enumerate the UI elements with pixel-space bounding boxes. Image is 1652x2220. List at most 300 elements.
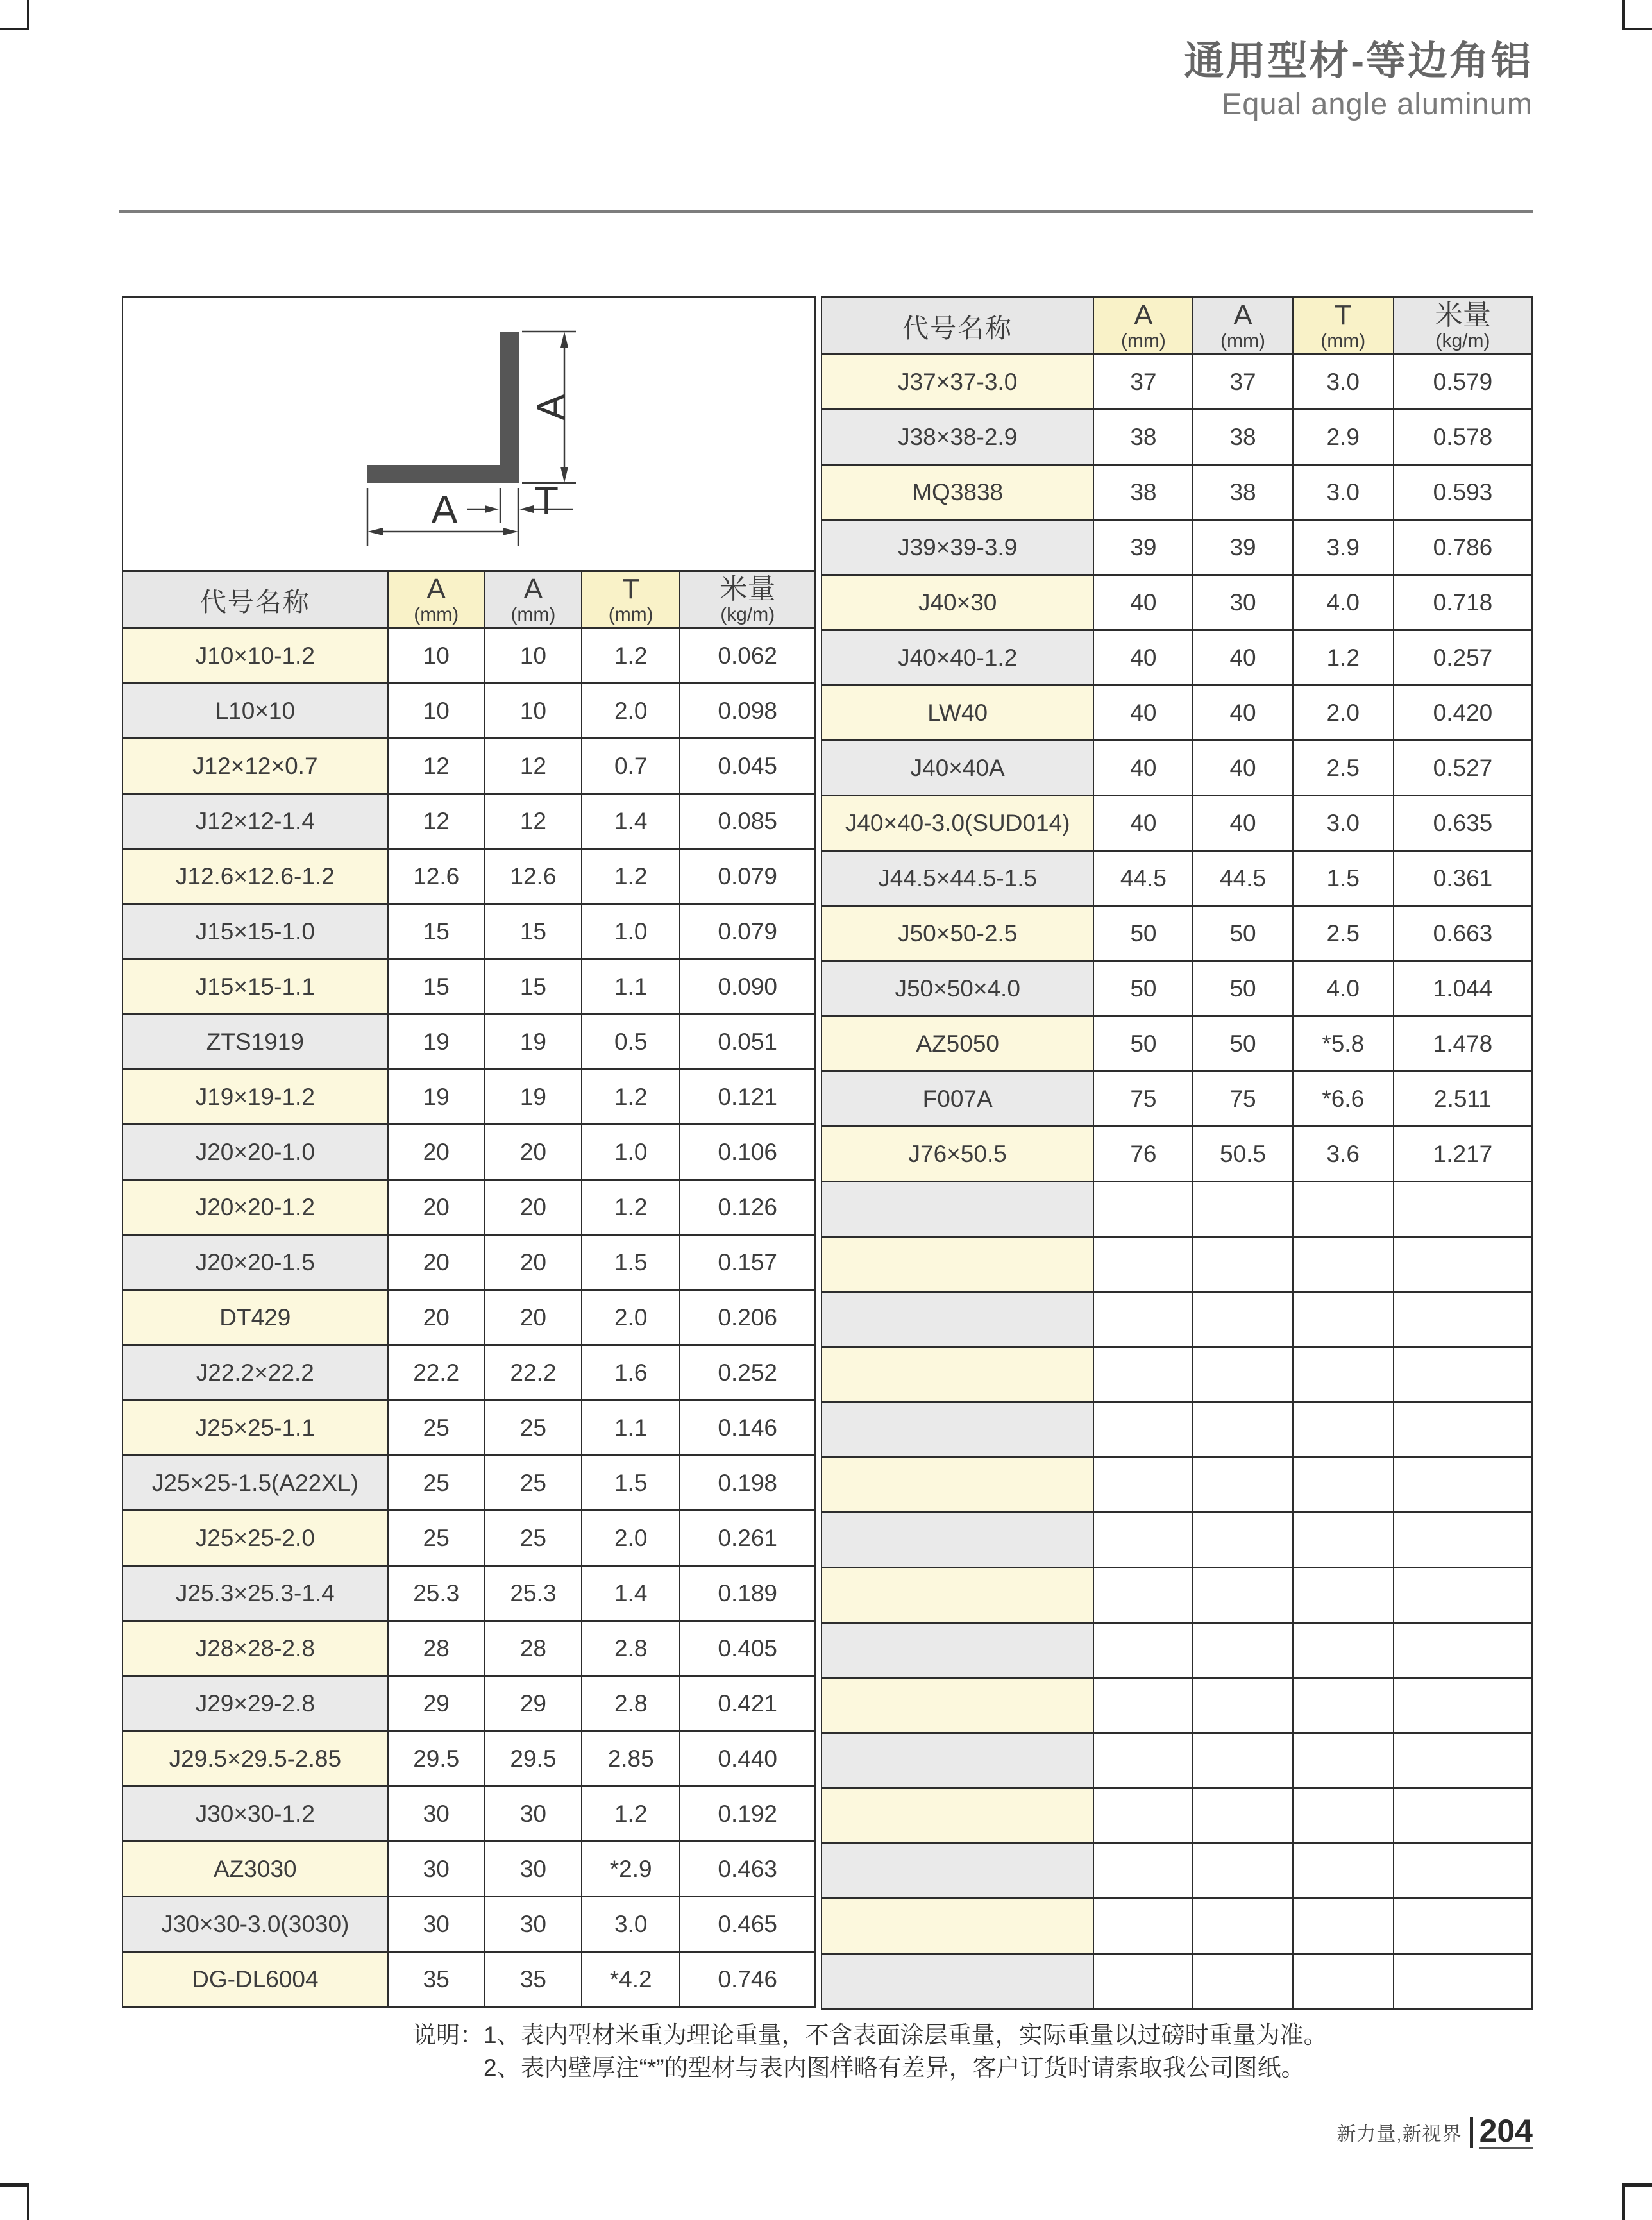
table-row <box>822 1733 1532 1788</box>
value-cell: 40 <box>1193 685 1292 741</box>
profile-code-cell <box>822 1568 1093 1623</box>
value-cell <box>1394 1568 1532 1623</box>
profile-code-cell: J50×50×4.0 <box>822 961 1093 1016</box>
value-cell: 12 <box>485 794 582 849</box>
note-line-1: 1、表内型材米重为理论重量，不含表面涂层重量，实际重量以过磅时重量为准。 <box>484 2022 1328 2048</box>
value-cell: 0.090 <box>680 959 815 1014</box>
value-cell: 4.0 <box>1293 961 1394 1016</box>
value-cell <box>1293 1568 1394 1623</box>
table-row <box>122 1621 815 1676</box>
value-cell: 1.2 <box>582 849 680 904</box>
profile-code-cell: J40×30 <box>822 575 1093 630</box>
table-row <box>822 1016 1532 1072</box>
value-cell: 3.0 <box>1293 465 1394 520</box>
note-line-2: 2、表内壁厚注“*”的型材与表内图样略有差异，客户订货时请索取我公司图纸。 <box>484 2055 1305 2081</box>
value-cell <box>1394 1237 1532 1292</box>
value-cell: 0.405 <box>680 1621 815 1676</box>
value-cell: 2.5 <box>1293 741 1394 796</box>
value-cell <box>1293 1402 1394 1458</box>
title-block <box>1184 40 1533 121</box>
profile-diagram <box>122 296 816 571</box>
profile-code-cell: J40×40-1.2 <box>822 630 1093 685</box>
value-cell <box>1193 1788 1292 1844</box>
profile-code-cell: AZ3030 <box>122 1842 388 1897</box>
value-cell <box>1093 1954 1193 2009</box>
value-cell: 35 <box>485 1952 582 2007</box>
value-cell: 0.192 <box>680 1787 815 1842</box>
value-cell: 0.663 <box>1394 906 1532 961</box>
value-cell: 40 <box>1193 630 1292 685</box>
column-header-name: 代号名称 <box>822 298 1093 355</box>
value-cell: 30 <box>485 1842 582 1897</box>
profile-code-cell <box>822 1733 1093 1788</box>
dimension-label-t: T <box>534 479 559 523</box>
table-row <box>122 1842 815 1897</box>
value-cell: 0.189 <box>680 1566 815 1621</box>
value-cell <box>1394 1788 1532 1844</box>
table-row <box>822 851 1532 906</box>
value-cell: 0.5 <box>582 1014 680 1070</box>
value-cell: 76 <box>1093 1127 1193 1182</box>
value-cell: 28 <box>485 1621 582 1676</box>
profile-code-cell: J76×50.5 <box>822 1127 1093 1182</box>
angle-profile-shape <box>367 332 519 483</box>
value-cell: 1.2 <box>1293 630 1394 685</box>
page-footer <box>1336 2115 1533 2149</box>
value-cell: 1.044 <box>1394 961 1532 1016</box>
value-cell: 0.361 <box>1394 851 1532 906</box>
value-cell: 15 <box>485 959 582 1014</box>
table-row <box>122 1400 815 1456</box>
column-header-4: 米量 (kg/m) <box>1394 298 1532 355</box>
value-cell: 0.465 <box>680 1897 815 1952</box>
table-row <box>822 685 1532 741</box>
profile-code-cell: J39×39-3.9 <box>822 520 1093 575</box>
value-cell: 1.1 <box>582 1400 680 1456</box>
table-row <box>122 1511 815 1566</box>
page-title: 通用型材-等边角铝 <box>1184 39 1533 83</box>
profile-code-cell <box>822 1788 1093 1844</box>
value-cell: 30 <box>388 1842 485 1897</box>
value-cell: 29.5 <box>388 1731 485 1787</box>
table-row <box>822 1292 1532 1347</box>
dimension-label-a-horizontal: A <box>431 488 458 532</box>
value-cell <box>1093 1458 1193 1513</box>
column-header-1: A (mm) <box>1093 298 1193 355</box>
profile-code-cell: J50×50-2.5 <box>822 906 1093 961</box>
footer-divider-bar <box>1470 2117 1473 2148</box>
crop-mark-bottom-left <box>0 2183 30 2220</box>
value-cell: 12 <box>388 739 485 794</box>
column-header-3: T (mm) <box>1293 298 1394 355</box>
value-cell: 37 <box>1193 355 1292 410</box>
value-cell: 1.2 <box>582 1787 680 1842</box>
table-row <box>822 630 1532 685</box>
footer-slogan: 新力量,新视界 <box>1336 2123 1462 2145</box>
value-cell <box>1394 1513 1532 1568</box>
table-row <box>122 904 815 959</box>
value-cell: 29 <box>388 1676 485 1731</box>
value-cell: 1.4 <box>582 1566 680 1621</box>
value-cell: 20 <box>388 1235 485 1290</box>
profile-code-cell: J29×29-2.8 <box>122 1676 388 1731</box>
value-cell: 20 <box>485 1290 582 1345</box>
profile-code-cell: J20×20-1.5 <box>122 1235 388 1290</box>
column-header-name: 代号名称 <box>122 571 388 628</box>
profile-code-cell <box>822 1347 1093 1402</box>
value-cell: 30 <box>485 1897 582 1952</box>
value-cell: 30 <box>485 1787 582 1842</box>
value-cell <box>1394 1458 1532 1513</box>
table-row <box>822 465 1532 520</box>
table-row <box>822 796 1532 851</box>
profile-code-cell: J38×38-2.9 <box>822 410 1093 465</box>
value-cell: 25 <box>485 1400 582 1456</box>
table-row <box>822 1402 1532 1458</box>
value-cell: 0.578 <box>1394 410 1532 465</box>
column-header-4: 米量 (kg/m) <box>680 571 815 628</box>
value-cell <box>1293 1954 1394 2009</box>
profile-code-cell: J44.5×44.5-1.5 <box>822 851 1093 906</box>
value-cell: 1.2 <box>582 628 680 684</box>
dimension-label-a-vertical: A <box>529 394 574 421</box>
value-cell: 0.527 <box>1394 741 1532 796</box>
profile-code-cell: J22.2×22.2 <box>122 1345 388 1400</box>
value-cell: 40 <box>1093 796 1193 851</box>
notes <box>412 2019 1328 2084</box>
value-cell: 75 <box>1193 1072 1292 1127</box>
profile-code-cell: J30×30-1.2 <box>122 1787 388 1842</box>
value-cell: 0.062 <box>680 628 815 684</box>
value-cell: 3.0 <box>582 1897 680 1952</box>
profile-code-cell <box>822 1844 1093 1899</box>
profile-code-cell <box>822 1402 1093 1458</box>
table-row <box>822 1347 1532 1402</box>
value-cell <box>1293 1347 1394 1402</box>
table-row <box>822 1182 1532 1237</box>
spec-table-left <box>122 570 816 2008</box>
profile-code-cell: F007A <box>822 1072 1093 1127</box>
table-row <box>822 1127 1532 1182</box>
value-cell <box>1394 1899 1532 1954</box>
profile-code-cell: J15×15-1.0 <box>122 904 388 959</box>
value-cell <box>1394 1623 1532 1678</box>
profile-code-cell <box>822 1458 1093 1513</box>
notes-label: 说明： <box>412 2022 484 2048</box>
value-cell: 20 <box>485 1235 582 1290</box>
value-cell <box>1093 1347 1193 1402</box>
table-row <box>122 1566 815 1621</box>
value-cell: 19 <box>485 1070 582 1125</box>
profile-code-cell: AZ5050 <box>822 1016 1093 1072</box>
value-cell <box>1293 1733 1394 1788</box>
value-cell: 2.0 <box>582 1290 680 1345</box>
angle-profile-drawing <box>123 298 814 570</box>
value-cell: 2.8 <box>582 1621 680 1676</box>
value-cell: 29 <box>485 1676 582 1731</box>
value-cell: 50 <box>1093 906 1193 961</box>
value-cell: 22.2 <box>485 1345 582 1400</box>
value-cell: *6.6 <box>1293 1072 1394 1127</box>
crop-mark-top-right <box>1622 0 1652 30</box>
profile-code-cell: J25.3×25.3-1.4 <box>122 1566 388 1621</box>
profile-code-cell: J25×25-2.0 <box>122 1511 388 1566</box>
value-cell: 0.051 <box>680 1014 815 1070</box>
value-cell <box>1093 1292 1193 1347</box>
value-cell: 39 <box>1093 520 1193 575</box>
profile-code-cell: J20×20-1.0 <box>122 1125 388 1180</box>
profile-code-cell: J40×40A <box>822 741 1093 796</box>
value-cell: 20 <box>388 1125 485 1180</box>
table-row <box>822 1513 1532 1568</box>
profile-code-cell: J29.5×29.5-2.85 <box>122 1731 388 1787</box>
value-cell: 30 <box>1193 575 1292 630</box>
profile-code-cell: ZTS1919 <box>122 1014 388 1070</box>
profile-code-cell <box>822 1237 1093 1292</box>
table-row <box>822 1623 1532 1678</box>
value-cell <box>1193 1347 1292 1402</box>
profile-code-cell: J12×12×0.7 <box>122 739 388 794</box>
value-cell <box>1193 1292 1292 1347</box>
value-cell: 15 <box>388 904 485 959</box>
value-cell: 19 <box>388 1014 485 1070</box>
value-cell: 40 <box>1093 630 1193 685</box>
value-cell <box>1093 1513 1193 1568</box>
value-cell <box>1193 1954 1292 2009</box>
value-cell: 0.126 <box>680 1180 815 1235</box>
table-row <box>122 849 815 904</box>
value-cell: 1.5 <box>1293 851 1394 906</box>
profile-code-cell: J28×28-2.8 <box>122 1621 388 1676</box>
value-cell <box>1093 1733 1193 1788</box>
profile-code-cell <box>822 1182 1093 1237</box>
value-cell: 3.0 <box>1293 355 1394 410</box>
value-cell: 0.746 <box>680 1952 815 2007</box>
value-cell: 10 <box>388 628 485 684</box>
value-cell <box>1093 1899 1193 1954</box>
value-cell <box>1193 1182 1292 1237</box>
value-cell: 44.5 <box>1093 851 1193 906</box>
page-number: 204 <box>1479 2113 1533 2149</box>
value-cell: 0.440 <box>680 1731 815 1787</box>
profile-code-cell <box>822 1292 1093 1347</box>
profile-code-cell: DT429 <box>122 1290 388 1345</box>
table-row <box>122 1070 815 1125</box>
table-row <box>122 794 815 849</box>
value-cell: 19 <box>485 1014 582 1070</box>
value-cell <box>1093 1568 1193 1623</box>
value-cell: 2.85 <box>582 1731 680 1787</box>
value-cell: 2.9 <box>1293 410 1394 465</box>
value-cell: 0.252 <box>680 1345 815 1400</box>
value-cell: 0.085 <box>680 794 815 849</box>
value-cell: 40 <box>1193 796 1292 851</box>
value-cell: 12.6 <box>485 849 582 904</box>
table-row <box>122 1290 815 1345</box>
value-cell: 25 <box>485 1511 582 1566</box>
value-cell: 20 <box>388 1180 485 1235</box>
value-cell: 4.0 <box>1293 575 1394 630</box>
value-cell: 1.4 <box>582 794 680 849</box>
table-row <box>122 1235 815 1290</box>
profile-code-cell <box>822 1513 1093 1568</box>
profile-code-cell <box>822 1678 1093 1733</box>
value-cell: 2.0 <box>1293 685 1394 741</box>
column-header-2: A (mm) <box>1193 298 1292 355</box>
value-cell: 35 <box>388 1952 485 2007</box>
value-cell: 38 <box>1193 410 1292 465</box>
profile-code-cell: J12.6×12.6-1.2 <box>122 849 388 904</box>
value-cell: 2.5 <box>1293 906 1394 961</box>
value-cell <box>1394 1402 1532 1458</box>
table-row <box>822 1788 1532 1844</box>
table-row <box>822 575 1532 630</box>
profile-code-cell: J30×30-3.0(3030) <box>122 1897 388 1952</box>
value-cell: 0.593 <box>1394 465 1532 520</box>
table-row <box>822 520 1532 575</box>
profile-code-cell: DG-DL6004 <box>122 1952 388 2007</box>
value-cell <box>1394 1954 1532 2009</box>
value-cell: 2.0 <box>582 1511 680 1566</box>
value-cell: 40 <box>1093 685 1193 741</box>
table-row <box>122 1787 815 1842</box>
value-cell: 1.0 <box>582 904 680 959</box>
value-cell: 50.5 <box>1193 1127 1292 1182</box>
title-divider <box>119 210 1533 213</box>
value-cell: 10 <box>388 684 485 739</box>
value-cell: 25 <box>485 1456 582 1511</box>
value-cell <box>1093 1844 1193 1899</box>
value-cell: 1.478 <box>1394 1016 1532 1072</box>
value-cell: 0.045 <box>680 739 815 794</box>
value-cell: 40 <box>1093 575 1193 630</box>
value-cell: 0.261 <box>680 1511 815 1566</box>
table-row <box>122 628 815 684</box>
table-row <box>822 355 1532 410</box>
value-cell <box>1394 1678 1532 1733</box>
value-cell <box>1293 1788 1394 1844</box>
crop-mark-top-left <box>0 0 30 30</box>
value-cell: 1.2 <box>582 1070 680 1125</box>
value-cell <box>1193 1623 1292 1678</box>
table-row <box>822 906 1532 961</box>
value-cell: 15 <box>485 904 582 959</box>
value-cell: 0.786 <box>1394 520 1532 575</box>
value-cell: 1.6 <box>582 1345 680 1400</box>
column-header-2: A (mm) <box>485 571 582 628</box>
value-cell: 25 <box>388 1400 485 1456</box>
value-cell: 37 <box>1093 355 1193 410</box>
value-cell: 20 <box>485 1180 582 1235</box>
crop-mark-bottom-right <box>1622 2183 1652 2220</box>
value-cell <box>1394 1292 1532 1347</box>
profile-code-cell: L10×10 <box>122 684 388 739</box>
value-cell: 0.121 <box>680 1070 815 1125</box>
column-header-3: T (mm) <box>582 571 680 628</box>
value-cell: 0.718 <box>1394 575 1532 630</box>
value-cell <box>1193 1237 1292 1292</box>
table-row <box>822 1899 1532 1954</box>
profile-code-cell <box>822 1899 1093 1954</box>
value-cell <box>1293 1292 1394 1347</box>
value-cell: 0.421 <box>680 1676 815 1731</box>
value-cell: 2.0 <box>582 684 680 739</box>
table-row <box>822 1072 1532 1127</box>
value-cell: 0.198 <box>680 1456 815 1511</box>
value-cell: *4.2 <box>582 1952 680 2007</box>
profile-code-cell: J25×25-1.1 <box>122 1400 388 1456</box>
value-cell <box>1193 1844 1292 1899</box>
value-cell <box>1093 1678 1193 1733</box>
value-cell: 19 <box>388 1070 485 1125</box>
value-cell: 28 <box>388 1621 485 1676</box>
value-cell: 1.5 <box>582 1235 680 1290</box>
value-cell: *2.9 <box>582 1842 680 1897</box>
column-header-1: A (mm) <box>388 571 485 628</box>
value-cell: 20 <box>388 1290 485 1345</box>
value-cell <box>1293 1237 1394 1292</box>
value-cell: 0.635 <box>1394 796 1532 851</box>
profile-code-cell: J15×15-1.1 <box>122 959 388 1014</box>
value-cell: 12.6 <box>388 849 485 904</box>
table-row <box>122 1897 815 1952</box>
value-cell <box>1394 1182 1532 1237</box>
profile-code-cell: J20×20-1.2 <box>122 1180 388 1235</box>
value-cell <box>1293 1899 1394 1954</box>
table-row <box>122 1731 815 1787</box>
value-cell <box>1293 1182 1394 1237</box>
profile-code-cell: J37×37-3.0 <box>822 355 1093 410</box>
value-cell <box>1394 1733 1532 1788</box>
value-cell: 50 <box>1193 906 1292 961</box>
profile-code-cell: J25×25-1.5(A22XL) <box>122 1456 388 1511</box>
value-cell <box>1093 1623 1193 1678</box>
spec-table-right <box>821 296 1533 2010</box>
value-cell: 1.2 <box>582 1180 680 1235</box>
value-cell: 39 <box>1193 520 1292 575</box>
profile-code-cell: J12×12-1.4 <box>122 794 388 849</box>
value-cell <box>1293 1678 1394 1733</box>
table-row <box>122 1014 815 1070</box>
table-row <box>122 1180 815 1235</box>
profile-code-cell: LW40 <box>822 685 1093 741</box>
table-row <box>122 1676 815 1731</box>
value-cell <box>1394 1347 1532 1402</box>
value-cell: 0.420 <box>1394 685 1532 741</box>
value-cell <box>1193 1513 1292 1568</box>
value-cell: 25 <box>388 1511 485 1566</box>
table-row <box>122 1456 815 1511</box>
table-row <box>822 1678 1532 1733</box>
value-cell: 2.8 <box>582 1676 680 1731</box>
table-row <box>122 1952 815 2007</box>
value-cell: 30 <box>388 1787 485 1842</box>
value-cell <box>1193 1458 1292 1513</box>
value-cell <box>1193 1568 1292 1623</box>
table-row <box>822 1568 1532 1623</box>
page-subtitle: Equal angle aluminum <box>1221 87 1533 121</box>
profile-code-cell: J19×19-1.2 <box>122 1070 388 1125</box>
value-cell: 0.106 <box>680 1125 815 1180</box>
value-cell: 0.579 <box>1394 355 1532 410</box>
value-cell <box>1193 1402 1292 1458</box>
profile-code-cell <box>822 1954 1093 2009</box>
profile-code-cell <box>822 1623 1093 1678</box>
value-cell: 10 <box>485 628 582 684</box>
value-cell: 10 <box>485 684 582 739</box>
value-cell: 1.0 <box>582 1125 680 1180</box>
table-row <box>122 959 815 1014</box>
